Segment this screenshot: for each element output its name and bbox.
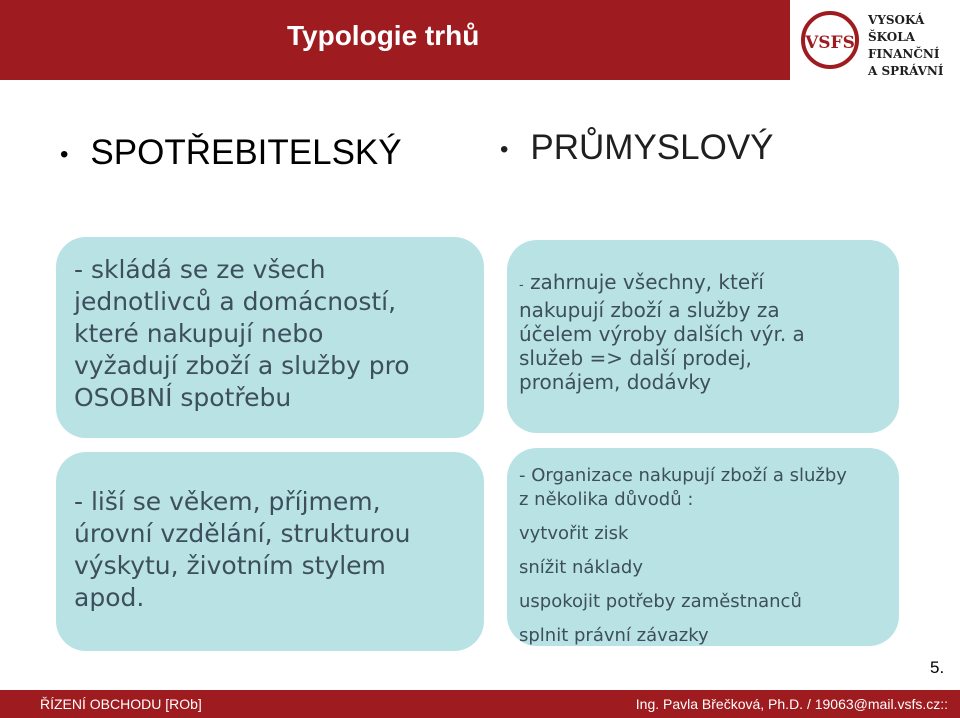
- footer-course: ŘÍZENÍ OBCHODU [ROb]: [40, 696, 202, 712]
- list-item: uspokojit potřeby zaměstnanců: [519, 591, 802, 612]
- consumer-differences-text: - liší se věkem, příjmem, úrovní vzdělání, strukturou výskytu, životním stylem apod.: [74, 487, 411, 612]
- industrial-definition-box: [507, 240, 899, 433]
- industrial-definition-text: - zahrnuje všechny, kteří nakupují zboží a služby za účelem výroby dalších výr. a služeb => další prodej, pronájem, dodávky: [519, 270, 805, 394]
- list-item: snížit náklady: [519, 557, 643, 578]
- footer-bar: [0, 690, 960, 718]
- consumer-definition-text: - skládá se ze všech jednotlivců a domácností, které nakupují nebo vyžadují zboží a služby pro OSOBNÍ spotřebu: [74, 255, 410, 412]
- heading-industrial: • PRŮMYSLOVÝ: [500, 128, 774, 167]
- heading-consumer: • SPOTŘEBITELSKÝ: [60, 133, 402, 172]
- header-bar: [0, 0, 790, 80]
- industrial-reasons-text: - Organizace nakupují zboží a služby z několika důvodů : vytvořit zisk snížit náklady uspokojit potřeby zaměstnanců splnit právní závazky: [519, 464, 894, 648]
- industrial-reasons-box: [507, 448, 899, 646]
- slide-title: Typologie trhů: [287, 20, 480, 51]
- list-item: vytvořit zisk: [519, 523, 629, 544]
- school-name: VYSOKÁ ŠKOLA FINANČNÍ A SPRÁVNÍ: [868, 13, 944, 78]
- consumer-definition-box: [56, 237, 484, 438]
- svg-text:VSFS: VSFS: [805, 33, 855, 53]
- vsfs-logo-icon: [800, 10, 860, 70]
- footer-author: Ing. Pavla Břečková, Ph.D. / 19063@mail.vsfs.cz::: [635, 696, 948, 712]
- school-logo: [790, 0, 960, 80]
- list-item: splnit právní závazky: [519, 625, 709, 646]
- page-number: 5.: [930, 658, 945, 677]
- consumer-differences-box: [56, 452, 484, 651]
